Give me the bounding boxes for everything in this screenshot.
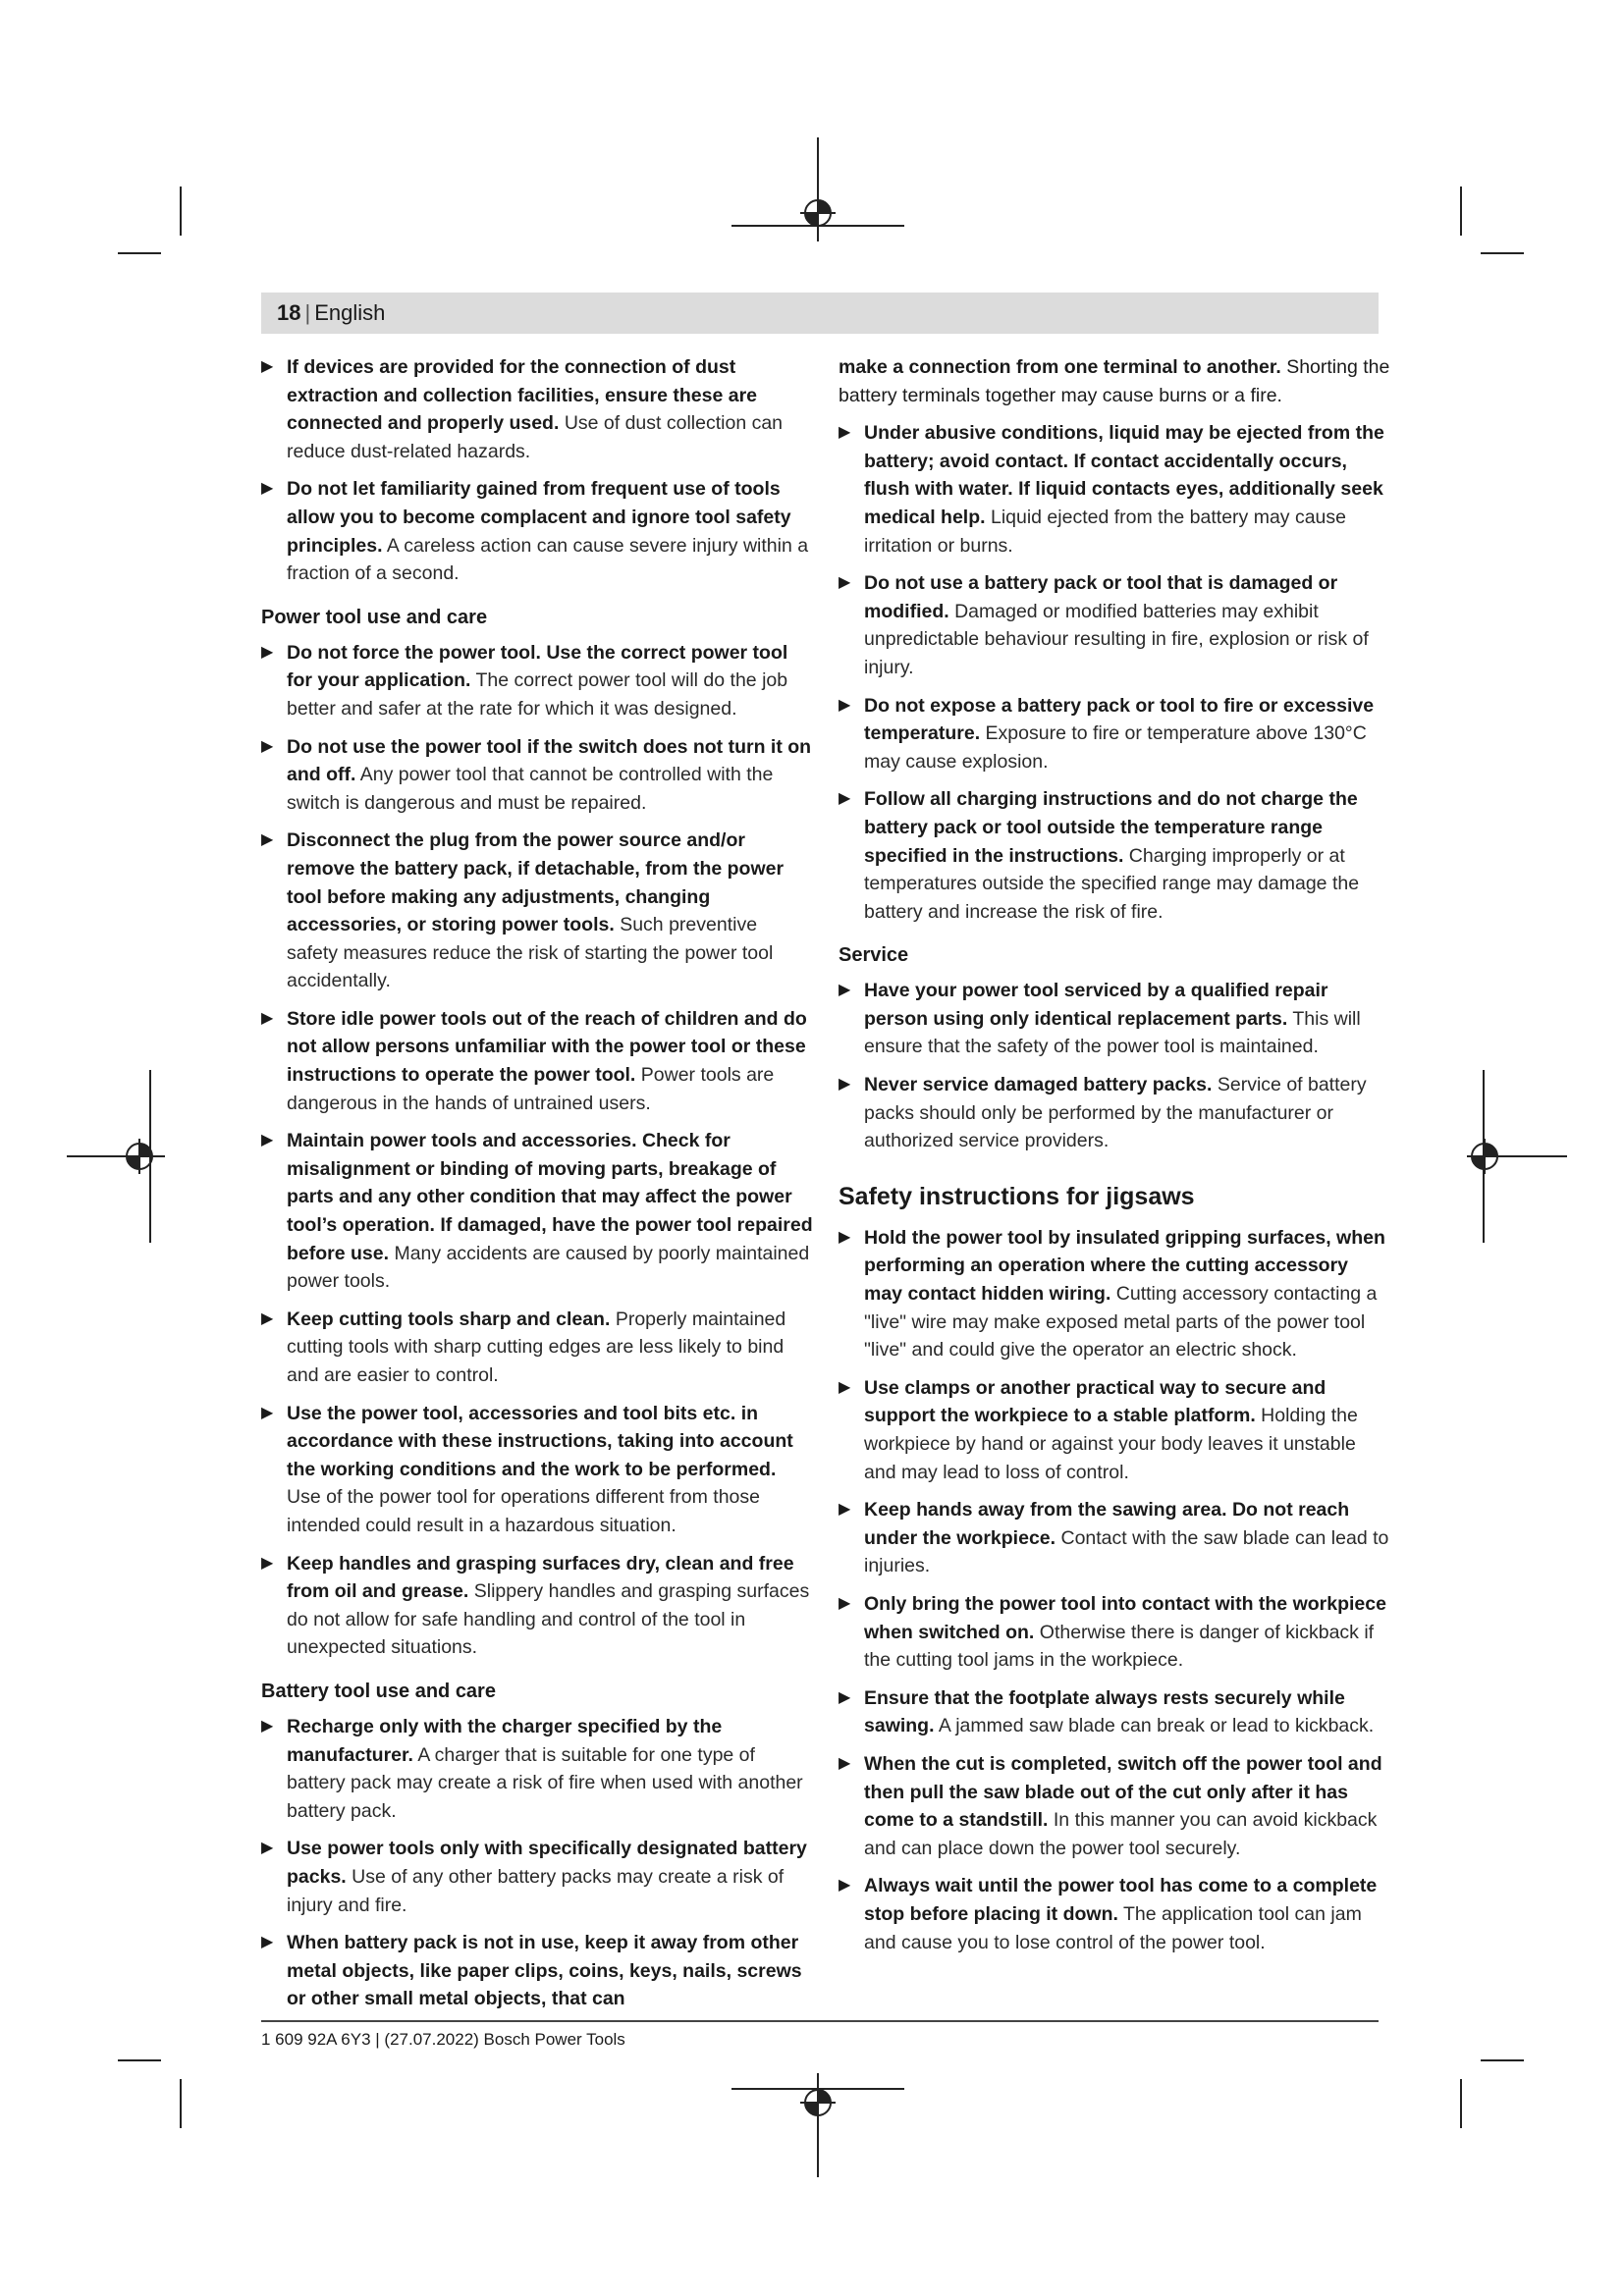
page-number: 18 <box>277 300 301 325</box>
bullet-triangle-icon: ▶ <box>839 424 851 442</box>
list-item: ▶ Do not let familiarity gained from frequent use of tools allow you to become complacent and ignore tool safety principles. A careless action can cause severe injury within a fraction of a second. <box>261 475 813 587</box>
list-item: ▶ Maintain power tools and accessories. Check for misalignment or binding of moving parts, breakage of parts and any other condition that may affect the power tool’s operation. If damaged, have the power tool repaired before use. Many accidents are caused by poorly maintained power tools. <box>261 1127 813 1296</box>
list-item: ▶ Disconnect the plug from the power source and/or remove the battery pack, if detachable, from the power tool before making any adjustments, changing accessories, or storing power tools. Such preventive safety measures reduce the risk of starting the power tool accidentally. <box>261 827 813 995</box>
footer-divider <box>261 2020 1379 2022</box>
crop-mark <box>118 2059 161 2061</box>
bullet-triangle-icon: ▶ <box>261 1132 274 1149</box>
bullet-triangle-icon: ▶ <box>839 1076 851 1094</box>
list-item: ▶ Do not force the power tool. Use the correct power tool for your application. The correct power tool will do the job better and safer at the rate for which it was designed. <box>261 639 813 723</box>
bullet-triangle-icon: ▶ <box>261 358 274 375</box>
subheading: Power tool use and care <box>261 606 488 628</box>
bullet-triangle-icon: ▶ <box>261 643 274 661</box>
list-item: ▶ Follow all charging instructions and do not charge the battery pack or tool outside the temperature range specified in the instructions. Charging improperly or at temperatures outside the specified range may damage the battery and increase the risk of fire. <box>839 785 1390 926</box>
list-item: ▶ Ensure that the footplate always rests securely while sawing. A jammed saw blade can break or lead to kickback. <box>839 1684 1390 1740</box>
list-item: ▶ Keep handles and grasping surfaces dry, clean and free from oil and grease. Slippery handles and grasping surfaces do not allow for safe handling and control of the tool in unexpected situations. <box>261 1550 813 1662</box>
list-item: ▶ Use power tools only with specifically designated battery packs. Use of any other battery packs may create a risk of injury and fire. <box>261 1835 813 1919</box>
list-item: ▶ Use clamps or another practical way to secure and support the workpiece to a stable platform. Holding the workpiece by hand or against your body leaves it unstable and may lead to loss of control. <box>839 1374 1390 1486</box>
bullet-triangle-icon: ▶ <box>261 1934 274 1951</box>
page-header <box>261 293 1379 334</box>
bullet-triangle-icon: ▶ <box>839 1754 851 1772</box>
list-item: ▶ Use the power tool, accessories and tool bits etc. in accordance with these instructions, taking into account the working conditions and the work to be performed. Use of the power tool for operations different from those intended could result in a hazardous situation. <box>261 1400 813 1540</box>
registration-mark-icon <box>800 2085 836 2120</box>
bullet-triangle-icon: ▶ <box>839 1378 851 1396</box>
crop-mark <box>1460 2079 1462 2128</box>
registration-mark-icon <box>122 1139 157 1174</box>
list-item: ▶ Only bring the power tool into contact with the workpiece when switched on. Otherwise there is danger of kickback if the cutting tool jams in the workpiece. <box>839 1590 1390 1675</box>
subheading: Service <box>839 944 909 967</box>
bullet-triangle-icon: ▶ <box>839 1228 851 1246</box>
registration-mark-icon <box>1467 1139 1502 1174</box>
list-item: ▶ Never service damaged battery packs. Service of battery packs should only be performed by the manufacturer or authorized service providers. <box>839 1071 1390 1155</box>
bullet-triangle-icon: ▶ <box>261 737 274 755</box>
list-item: ▶ Have your power tool serviced by a qualified repair person using only identical replacement parts. This will ensure that the safety of the power tool is maintained. <box>839 977 1390 1061</box>
bullet-triangle-icon: ▶ <box>261 831 274 849</box>
page-footer: 1 609 92A 6Y3 | (27.07.2022) Bosch Power Tools <box>261 2030 625 2049</box>
bullet-triangle-icon: ▶ <box>839 790 851 808</box>
list-item: ▶ When battery pack is not in use, keep it away from other metal objects, like paper clips, coins, keys, nails, screws or other small metal objects, that can <box>261 1929 813 2013</box>
crop-mark <box>1460 187 1462 236</box>
bullet-triangle-icon: ▶ <box>261 1404 274 1421</box>
bullet-triangle-icon: ▶ <box>839 1594 851 1612</box>
bullet-triangle-icon: ▶ <box>839 982 851 999</box>
list-item: ▶ Do not expose a battery pack or tool to fire or excessive temperature. Exposure to fire or temperature above 130°C may cause explosion. <box>839 692 1390 776</box>
section-heading: Safety instructions for jigsaws <box>839 1182 1195 1210</box>
bullet-triangle-icon: ▶ <box>839 574 851 592</box>
list-item: ▶ When the cut is completed, switch off the power tool and then pull the saw blade out of the cut only after it has come to a standstill. In this manner you can avoid kickback and can place down the power tool securely. <box>839 1750 1390 1862</box>
bullet-triangle-icon: ▶ <box>261 1309 274 1327</box>
bullet-triangle-icon: ▶ <box>261 1717 274 1735</box>
header-separator: | <box>304 300 311 325</box>
list-item-continuation: make a connection from one terminal to another. Shorting the battery terminals together may cause burns or a fire. <box>839 356 1390 406</box>
right-column <box>839 353 1390 1966</box>
list-item: ▶ Hold the power tool by insulated gripping surfaces, when performing an operation where the cutting accessory may contact hidden wiring. Cutting accessory contacting a "live" wire may make exposed metal parts of the power tool "live" and could give the operator an electric shock. <box>839 1224 1390 1364</box>
crop-mark <box>118 252 161 254</box>
subheading: Battery tool use and care <box>261 1680 496 1702</box>
bullet-triangle-icon: ▶ <box>261 1009 274 1027</box>
list-item: ▶ If devices are provided for the connection of dust extraction and collection facilities, ensure these are connected and properly used. Use of dust collection can reduce dust-related hazards. <box>261 353 813 465</box>
bullet-triangle-icon: ▶ <box>261 1554 274 1572</box>
crop-mark <box>180 2079 182 2128</box>
crop-mark <box>180 187 182 236</box>
list-item: ▶ Recharge only with the charger specified by the manufacturer. A charger that is suitable for one type of battery pack may create a risk of fire when used with another battery pack. <box>261 1713 813 1825</box>
list-item: ▶ Always wait until the power tool has come to a complete stop before placing it down. The application tool can jam and cause you to lose control of the power tool. <box>839 1872 1390 1956</box>
list-item: ▶ Store idle power tools out of the reach of children and do not allow persons unfamiliar with the power tool or these instructions to operate the power tool. Power tools are dangerous in the hands of untrained users. <box>261 1005 813 1117</box>
page-language: English <box>314 300 386 325</box>
bullet-triangle-icon: ▶ <box>839 1501 851 1519</box>
left-column <box>261 353 813 2023</box>
bullet-triangle-icon: ▶ <box>261 480 274 498</box>
bullet-triangle-icon: ▶ <box>839 1877 851 1895</box>
bullet-triangle-icon: ▶ <box>261 1840 274 1857</box>
list-item: ▶ Do not use a battery pack or tool that is damaged or modified. Damaged or modified batteries may exhibit unpredictable behaviour resulting in fire, explosion or risk of injury. <box>839 569 1390 681</box>
bullet-triangle-icon: ▶ <box>839 696 851 714</box>
list-item: ▶ Under abusive conditions, liquid may be ejected from the battery; avoid contact. If contact accidentally occurs, flush with water. If liquid contacts eyes, additionally seek medical help. Liquid ejected from the battery may cause irritation or burns. <box>839 419 1390 560</box>
crop-mark <box>1481 2059 1524 2061</box>
bullet-triangle-icon: ▶ <box>839 1688 851 1706</box>
list-item: ▶ Keep hands away from the sawing area. Do not reach under the workpiece. Contact with the saw blade can lead to injuries. <box>839 1496 1390 1580</box>
list-item: ▶ Do not use the power tool if the switch does not turn it on and off. Any power tool that cannot be controlled with the switch is dangerous and must be repaired. <box>261 733 813 818</box>
crop-mark <box>1481 252 1524 254</box>
list-item: ▶ Keep cutting tools sharp and clean. Properly maintained cutting tools with sharp cutting edges are less likely to bind and are easier to control. <box>261 1306 813 1390</box>
registration-mark-icon <box>800 195 836 231</box>
